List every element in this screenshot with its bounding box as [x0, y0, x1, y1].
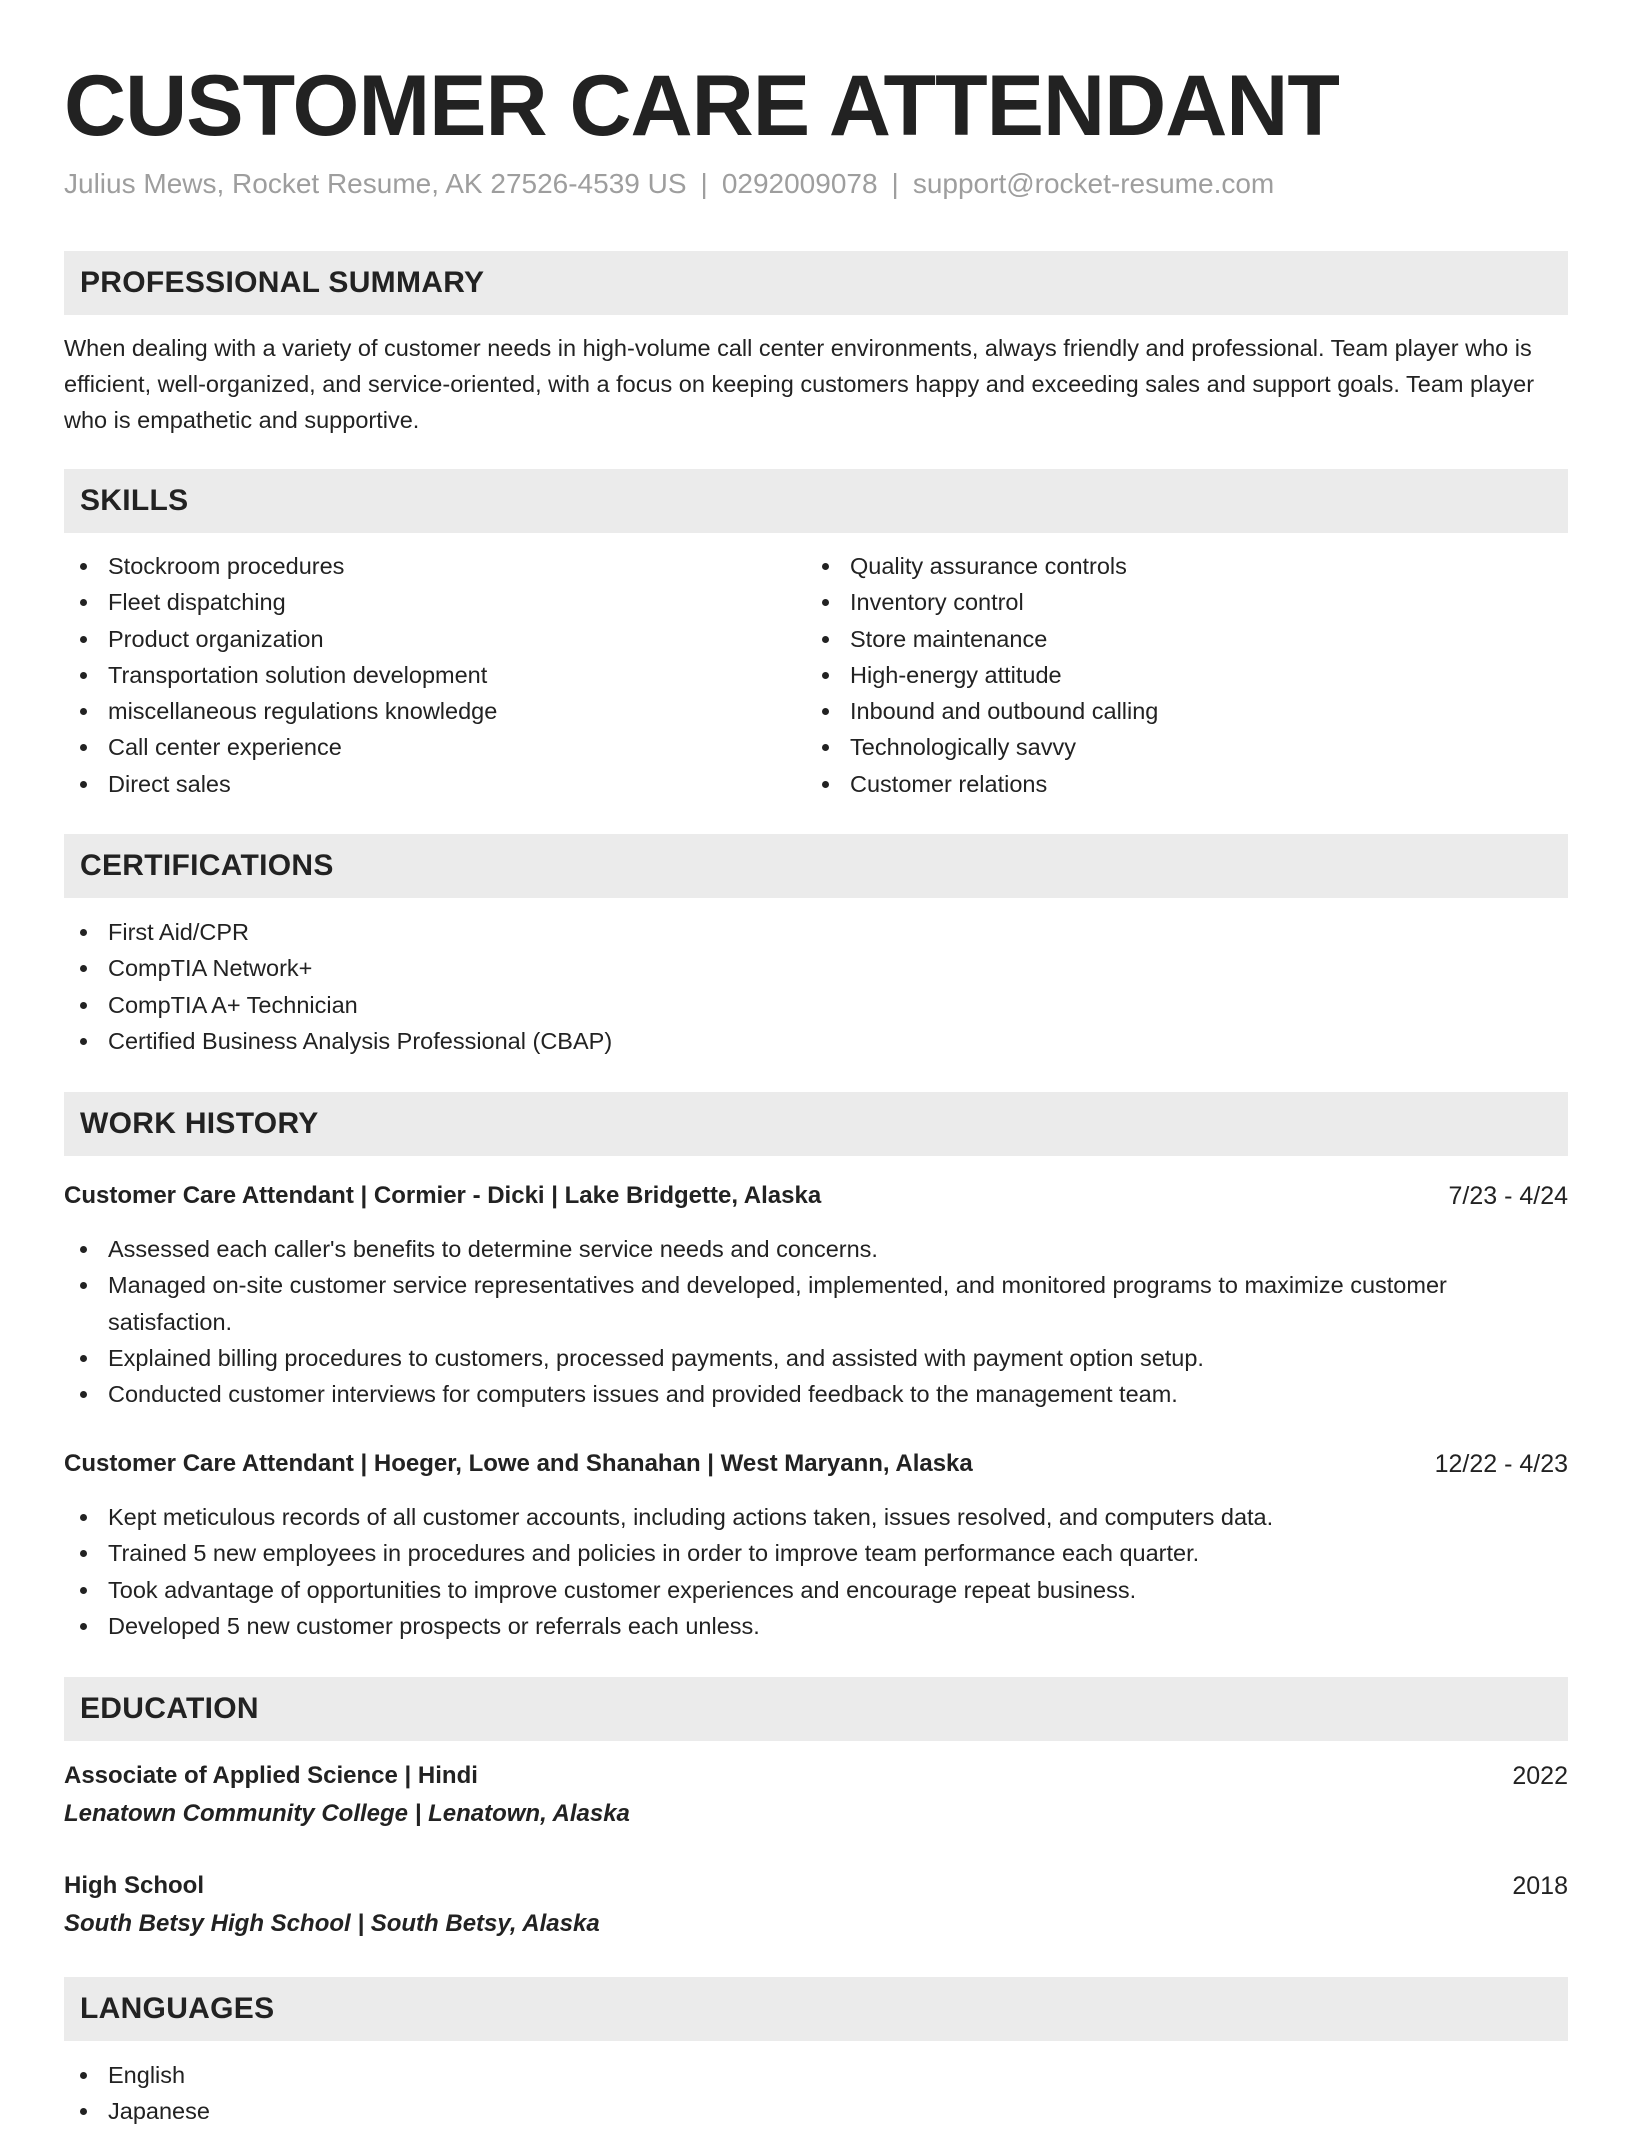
job-bullet: Assessed each caller's benefits to determine service needs and concerns. [64, 1231, 1568, 1267]
certifications-list [64, 914, 1568, 1059]
job-bullet: Kept meticulous records of all customer accounts, including actions taken, issues resolved, and computers data. [64, 1499, 1568, 1535]
skill-item: Inventory control [806, 584, 1566, 620]
certification-item: CompTIA Network+ [64, 950, 1568, 986]
certification-item: First Aid/CPR [64, 914, 1568, 950]
job-dates: 12/22 - 4/23 [1434, 1450, 1568, 1478]
job-bullet: Conducted customer interviews for computers issues and provided feedback to the management team. [64, 1376, 1568, 1412]
skill-item: Stockroom procedures [64, 548, 784, 584]
section-header-certifications [64, 834, 1568, 898]
job-bullet: Explained billing procedures to customers, processed payments, and assisted with payment option setup. [64, 1340, 1568, 1376]
skill-item: Store maintenance [806, 621, 1566, 657]
skill-item: Fleet dispatching [64, 584, 784, 620]
skill-item: Technologically savvy [806, 729, 1566, 765]
summary-text: When dealing with a variety of customer needs in high-volume call center environments, always friendly and professional. Team player who is efficient, well-organized, and service-oriented, with a focus on keeping customers happy and exceeding sales and support goals. Team player who is empathetic and supportive. [64, 335, 1535, 433]
section-title: CERTIFICATIONS [80, 849, 334, 882]
education-school: South Betsy High School | South Betsy, Alaska [64, 1910, 600, 1937]
contact-separator: | [700, 168, 708, 199]
job-header [64, 1178, 1568, 1214]
job-title: Customer Care Attendant | Hoeger, Lowe and Shanahan | West Maryann, Alaska [64, 1450, 973, 1477]
education-degree: Associate of Applied Science | Hindi [64, 1762, 478, 1789]
job-bullet: Took advantage of opportunities to improve customer experiences and encourage repeat business. [64, 1572, 1568, 1608]
languages-list [64, 2057, 1568, 2130]
skill-item: Call center experience [64, 729, 784, 765]
section-header-work-history [64, 1092, 1568, 1156]
skill-item: miscellaneous regulations knowledge [64, 693, 784, 729]
language-item: English [64, 2057, 1568, 2093]
section-title: WORK HISTORY [80, 1107, 319, 1140]
education-header [64, 1758, 1568, 1794]
skill-item: Direct sales [64, 766, 784, 802]
skill-item: Quality assurance controls [806, 548, 1566, 584]
certification-item: Certified Business Analysis Professional (CBAP) [64, 1023, 1568, 1059]
job-bullets [64, 1499, 1568, 1644]
language-item: Japanese [64, 2093, 1568, 2129]
education-school: Lenatown Community College | Lenatown, Alaska [64, 1800, 630, 1827]
education-year: 2018 [1512, 1872, 1568, 1900]
section-header-languages [64, 1977, 1568, 2041]
contact-email[interactable]: support@rocket-resume.com [912, 168, 1275, 199]
job-bullet: Managed on-site customer service representatives and developed, implemented, and monitored programs to maximize customer satisfaction. [64, 1267, 1568, 1340]
resume-title: CUSTOMER CARE ATTENDANT [64, 58, 1339, 154]
contact-separator: | [891, 168, 899, 199]
job-bullet: Developed 5 new customer prospects or referrals each unless. [64, 1608, 1568, 1644]
job-dates: 7/23 - 4/24 [1448, 1182, 1568, 1210]
job-bullet: Trained 5 new employees in procedures and policies in order to improve team performance each quarter. [64, 1535, 1568, 1571]
job-header [64, 1446, 1568, 1482]
skill-item: Inbound and outbound calling [806, 693, 1566, 729]
skills-list-right [806, 548, 1566, 802]
section-header-skills [64, 469, 1568, 533]
contact-phone: 0292009078 [721, 168, 878, 199]
certification-item: CompTIA A+ Technician [64, 987, 1568, 1023]
education-header [64, 1868, 1568, 1904]
contact-address: Julius Mews, Rocket Resume, AK 27526-4539 US [64, 168, 687, 199]
section-title: EDUCATION [80, 1692, 259, 1725]
skill-item: High-energy attitude [806, 657, 1566, 693]
skill-item: Customer relations [806, 766, 1566, 802]
section-title: LANGUAGES [80, 1992, 275, 2025]
section-header-education [64, 1677, 1568, 1741]
education-year: 2022 [1512, 1762, 1568, 1790]
job-title: Customer Care Attendant | Cormier - Dicki | Lake Bridgette, Alaska [64, 1182, 822, 1209]
job-bullets [64, 1231, 1568, 1412]
section-header-summary [64, 251, 1568, 315]
section-title: PROFESSIONAL SUMMARY [80, 266, 485, 299]
skill-item: Product organization [64, 621, 784, 657]
education-degree: High School [64, 1872, 204, 1899]
section-title: SKILLS [80, 484, 189, 517]
skills-list-left [64, 548, 784, 802]
skill-item: Transportation solution development [64, 657, 784, 693]
contact-line [64, 166, 1274, 202]
